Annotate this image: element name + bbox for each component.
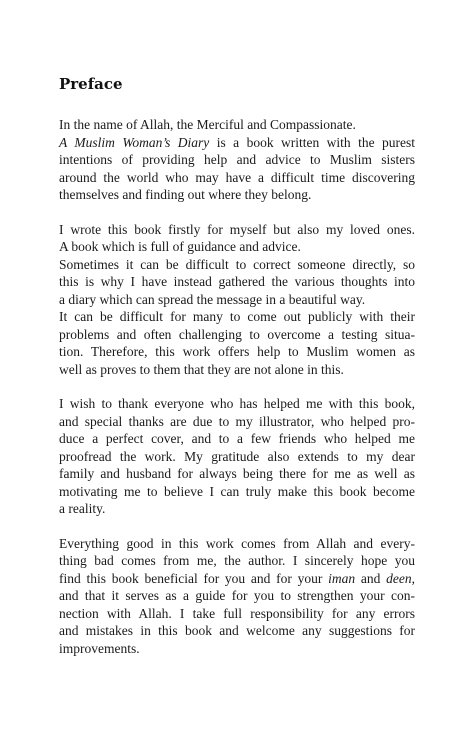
book-title: A Muslim Woman’s Diary <box>59 134 210 150</box>
text-fragment: and <box>355 570 387 586</box>
text-line: well as proves to them that they are not alone in this. <box>59 361 344 377</box>
text-line: and mistakes in this book and welcome any suggestions for <box>59 623 415 638</box>
text-line: thing bad comes from me, the author. I sincerely hope you <box>59 553 415 568</box>
text-line: improvements. <box>59 640 140 656</box>
text-line: and special thanks are due to my illustrator, who helped pro- <box>59 413 415 429</box>
text-line: Everything good in this work comes from Allah and every- <box>59 535 415 551</box>
text-line: and that it serves as a guide for you to strengthen your con- <box>59 588 415 603</box>
paragraph-introduction <box>59 116 415 204</box>
text-line: In the name of Allah, the Merciful and Compassionate. <box>59 117 356 132</box>
text-line: themselves and finding out where they belong. <box>59 187 312 202</box>
text-line: problems and often challenging to overcome a testing situa- <box>59 326 415 342</box>
paragraph-motivation <box>59 221 415 379</box>
text-line: around the world who may have a difficult time discovering <box>59 169 415 185</box>
text-line: Sometimes it can be difficult to correct someone directly, so <box>59 256 415 272</box>
text-line: I wrote this book firstly for myself but also my loved ones. <box>59 221 415 237</box>
text-line: intentions of providing help and advice to Muslim sisters <box>59 152 415 167</box>
text-line: tion. Therefore, this work offers help to Muslim women as <box>59 344 415 359</box>
paragraph-closing <box>59 535 415 658</box>
text-fragment: find this book beneficial for you and for your <box>59 570 329 586</box>
text-fragment: , <box>411 570 415 586</box>
text-line <box>59 570 415 588</box>
text-line: I wish to thank everyone who has helped me with this book, <box>59 396 415 411</box>
text-line <box>59 134 415 152</box>
text-fragment: is a book written with the purest <box>209 134 415 150</box>
text-line: duce a perfect cover, and to a few friends who helped me <box>59 431 415 446</box>
text-line: nection with Allah. I take full responsibility for any errors <box>59 605 415 621</box>
text-line: It can be difficult for many to come out publicly with their <box>59 309 415 324</box>
text-line: motivating me to believe I can truly make this book become <box>59 483 415 499</box>
text-line: a diary which can spread the message in a beautiful way. <box>59 291 366 307</box>
text-line: family and husband for always being there for me as well as <box>59 466 415 481</box>
paragraph-acknowledgements <box>59 395 415 518</box>
text-line: a reality. <box>59 501 106 516</box>
text-line: proofread the work. My gratitude also extends to my dear <box>59 448 415 464</box>
text-line: A book which is full of guidance and advice. <box>59 239 301 254</box>
term-deen: deen <box>386 570 412 586</box>
page-title: Preface <box>59 75 123 93</box>
document-page <box>59 74 415 674</box>
text-line: this is why I have instead gathered the various thoughts into <box>59 274 415 289</box>
term-iman: iman <box>328 570 356 586</box>
